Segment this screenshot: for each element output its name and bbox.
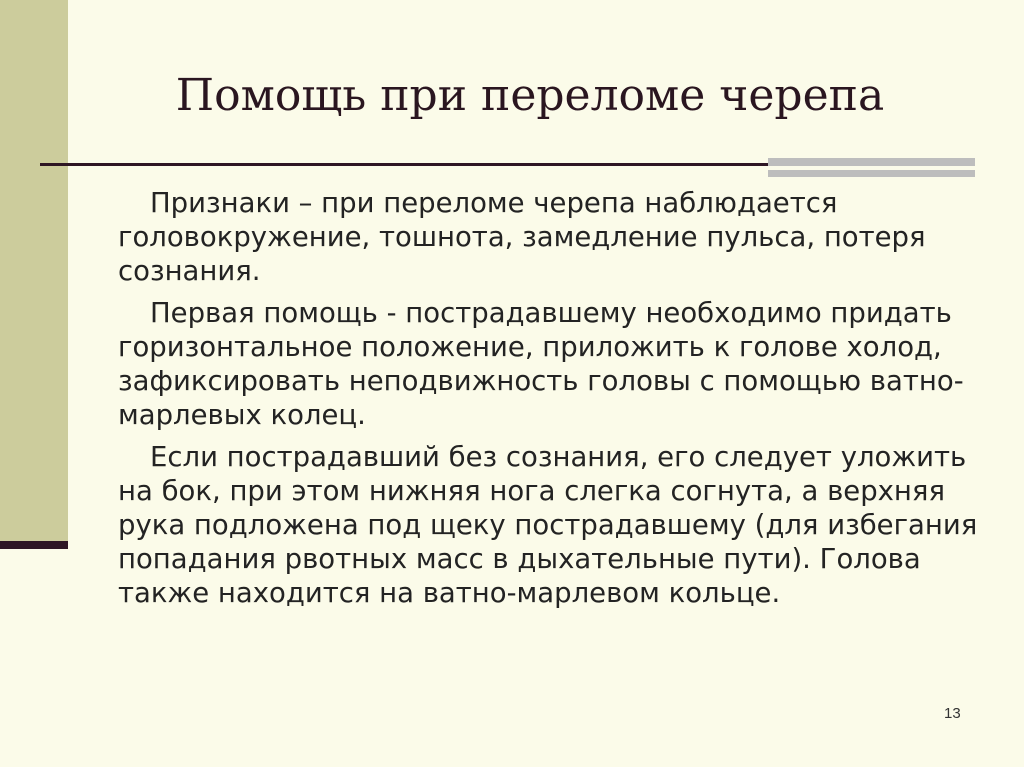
paragraph-first-aid: Первая помощь - пострадавшему необходимо придать горизонтальное положение, приложить к голове холод, зафиксировать неподвижность головы с помощью ватно-марлевых колец.: [118, 297, 964, 431]
slide-body: [118, 186, 978, 618]
paragraph-symptoms: Признаки – при переломе черепа наблюдается головокружение, тошнота, замедление пульса, потеря сознания.: [118, 187, 926, 287]
accent-stripe-bottom: [768, 170, 975, 177]
accent-stripe-top: [768, 158, 975, 166]
paragraph-unconscious: Если пострадавший без сознания, его следует уложить на бок, при этом нижняя нога слегка согнута, а верхняя рука подложена под щеку пострадавшему (для избегания попадания рвотных масс в дыхательные пути). Голова также находится на ватно-марлевом кольце.: [118, 441, 978, 609]
slide-title: Помощь при переломе черепа: [175, 70, 885, 121]
side-decor-line: [0, 541, 68, 549]
title-divider: [40, 163, 772, 166]
page-number: 13: [944, 705, 961, 722]
side-decor-bar: [0, 0, 68, 545]
